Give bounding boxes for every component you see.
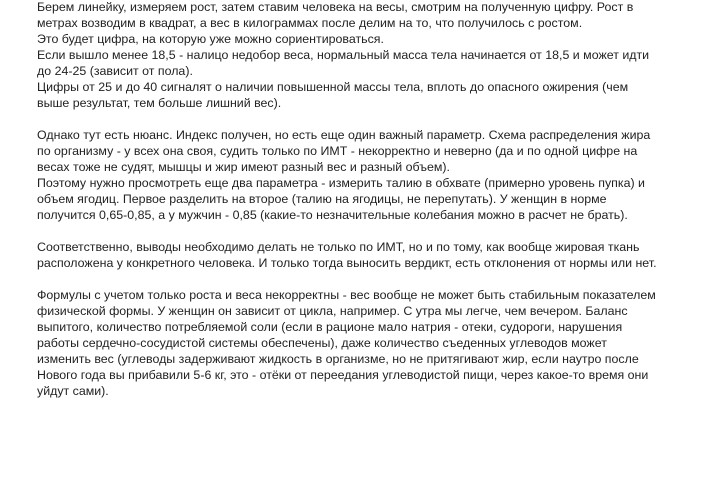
- paragraph-weight-formulas: [37, 287, 692, 399]
- text-line: Если вышло менее 18,5 - налицо недобор веса, нормальный масса тела начинается от 18,5 и может идти: [37, 48, 650, 62]
- text-line: по организму - у всех она своя, судить только по ИМТ - некорректно и неверно (да и по одной цифре на: [37, 144, 638, 158]
- text-line: выше результат, тем больше лишний вес).: [37, 96, 282, 110]
- text-line: расположена у конкретного человека. И только тогда выносить вердикт, есть отклонения от нормы или нет.: [37, 256, 657, 270]
- text-line: весах тоже не судят, мышцы и жир имеют разный вес и разный объем).: [37, 160, 450, 174]
- paragraph-bmi-calculation: [37, 0, 692, 111]
- text-line: объем ягодиц. Первое разделить на второе (талию на ягодицы, не перепутать). У женщин в норме: [37, 192, 607, 206]
- text-line: Нового года вы прибавили 5-6 кг, это - отёки от переедания углеводистой пищи, через какое-то время они: [37, 368, 649, 382]
- text-line: выпитого, количество потребляемой соли (если в рационе мало натрия - отеки, судороги, нарушения: [37, 320, 623, 334]
- text-line: работы сердечно-сосудистой системы обеспечены), даже количество съеденных углеводов может: [37, 336, 607, 350]
- text-line: Это будет цифра, на которую уже можно сориентироваться.: [37, 32, 384, 46]
- text-line: изменить вес (углеводы задерживают жидкость в организме, но не притягивают жир, если наутро после: [37, 352, 639, 366]
- paragraph-conclusions: [37, 239, 692, 271]
- text-line: Соответственно, выводы необходимо делать не только по ИМТ, но и по тому, как вообще жировая ткань: [37, 240, 640, 254]
- text-line: уйдут сами).: [37, 384, 109, 398]
- text-line: метрах возводим в квадрат, а вес в килограммах после делим на то, что получилось с ростом.: [37, 16, 583, 30]
- text-line: Цифры от 25 и до 40 сигналят о наличии повышенной массы тела, вплоть до опасного ожирения (чем: [37, 80, 629, 94]
- text-line: Однако тут есть нюанс. Индекс получен, но есть еще один важный параметр. Схема распределения жира: [37, 128, 651, 142]
- text-line: Формулы с учетом только роста и веса некорректны - вес вообще не может быть стабильным показателем: [37, 288, 656, 302]
- paragraph-fat-distribution: [37, 127, 692, 223]
- text-line: физической формы. У женщин он зависит от цикла, например. С утра мы легче, чем вечером. Баланс: [37, 304, 628, 318]
- text-line: Берем линейку, измеряем рост, затем ставим человека на весы, смотрим на полученную цифру. Рост в: [37, 0, 634, 14]
- text-line: получится 0,65-0,85, а у мужчин - 0,85 (какие-то незначительные колебания можно в расчет не брать).: [37, 208, 628, 222]
- text-line: Поэтому нужно просмотреть еще два параметра - измерить талию в обхвате (примерно уровень пупка) и: [37, 176, 645, 190]
- text-line: до 24-25 (зависит от пола).: [37, 64, 193, 78]
